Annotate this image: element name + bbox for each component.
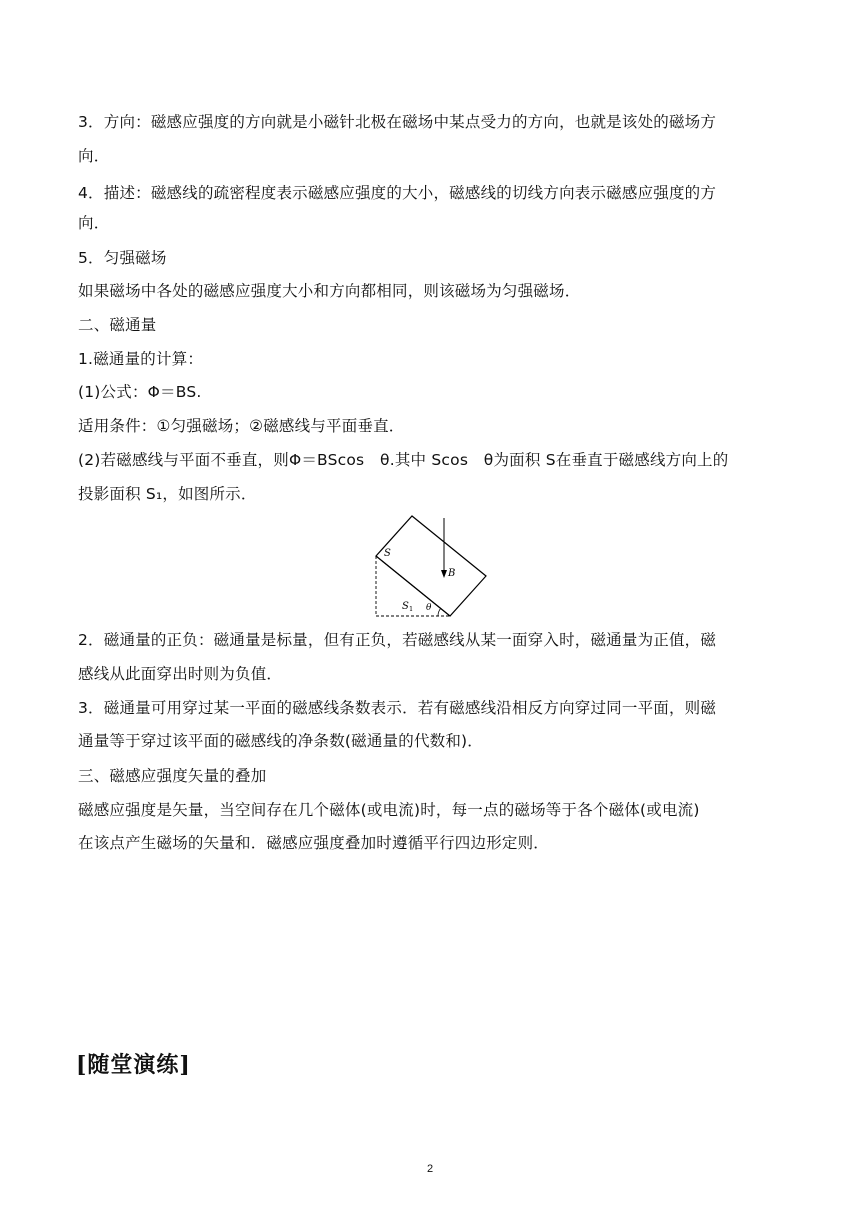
label-s1: S [402,601,409,612]
angle-arc [438,608,441,616]
text-line-superposition-1: 磁感应强度是矢量，当空间存在几个磁体(或电流)时，每一点的磁场等于各个磁体(或电流) [78,801,700,819]
section-title-practice: [随堂演练] [76,1052,191,1078]
text-line-description-2: 向． [78,214,110,232]
text-line-uniform-field-def: 如果磁场中各处的磁感应强度大小和方向都相同，则该磁场为匀强磁场． [78,282,581,300]
text-line-superposition-2: 在该点产生磁场的矢量和．磁感应强度叠加时遵循平行四边形定则． [78,834,550,852]
text-line-conditions: 适用条件：①匀强磁场；②磁感线与平面垂直． [78,417,405,435]
text-line-uniform-field-heading: 5．匀强磁场 [78,249,167,267]
label-theta: θ [426,603,432,613]
text-line-direction-1: 3．方向：磁感应强度的方向就是小磁针北极在磁场中某点受力的方向，也就是该处的磁场方 [78,113,717,131]
text-line-direction-2: 向． [78,147,110,165]
text-line-description-1: 4．描述：磁感线的疏密程度表示磁感应强度的大小，磁感线的切线方向表示磁感应强度的方 [78,184,717,202]
label-s: S [384,548,391,559]
label-b: B [448,568,456,579]
field-arrow-head [441,570,447,578]
section-heading-magnetic-flux: 二、磁通量 [78,316,157,334]
flux-projection-figure [372,512,490,618]
section-heading-superposition: 三、磁感应强度矢量的叠加 [78,767,267,785]
text-line-field-lines-2: 通量等于穿过该平面的磁感线的净条数(磁通量的代数和)． [78,732,483,750]
text-line-formula: (1)公式：Φ＝BS. [78,383,202,401]
page-number: 2 [426,1163,434,1175]
text-line-flux-sign-1: 2．磁通量的正负：磁通量是标量，但有正负，若磁感线从某一面穿入时，磁通量为正值，磁 [78,631,717,649]
text-line-field-lines-1: 3．磁通量可用穿过某一平面的磁感线条数表示．若有磁感线沿相反方向穿过同一平面，则磁 [78,699,717,717]
label-s1-subscript: 1 [409,605,414,613]
text-line-flux-calc: 1.磁通量的计算： [78,350,204,368]
text-line-not-perpendicular-2: 投影面积 S₁，如图所示． [78,485,257,503]
text-line-flux-sign-2: 感线从此面穿出时则为负值． [78,665,283,683]
text-line-not-perpendicular-1: (2)若磁感线与平面不垂直，则Φ＝BScos θ.其中 Scos θ为面积 S在垂直于磁感线方向上的 [78,451,729,469]
